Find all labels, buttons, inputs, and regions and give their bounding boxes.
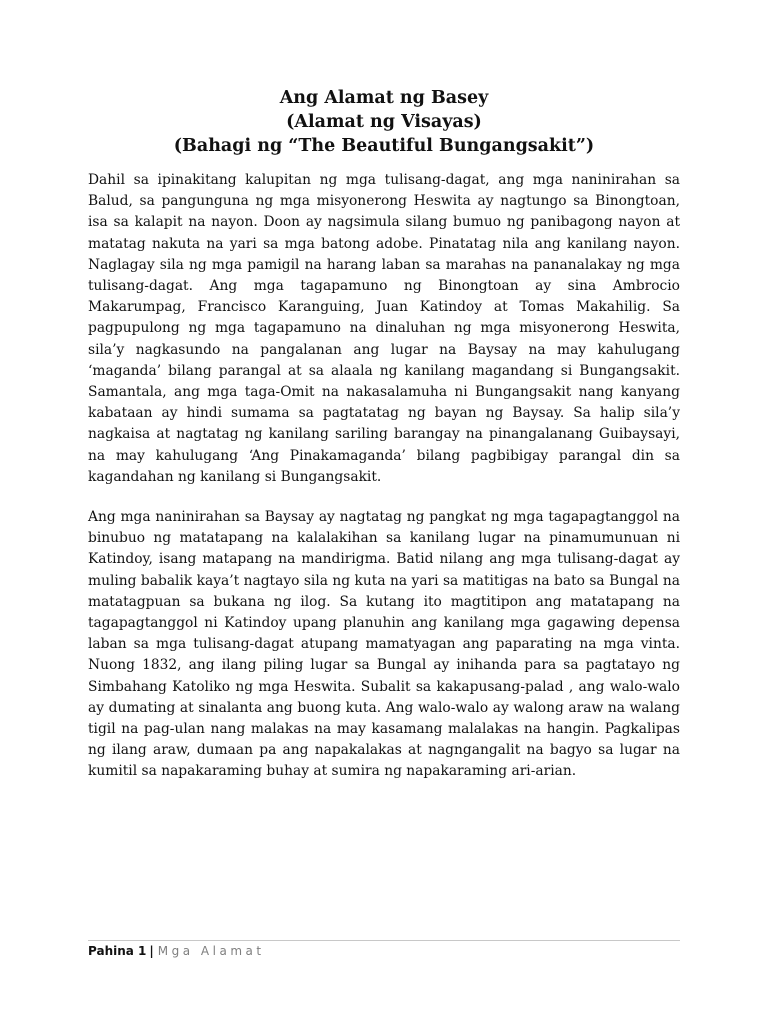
footer-divider — [88, 940, 680, 941]
page-number: Pahina 1 — [88, 944, 147, 958]
paragraph: Ang mga naninirahan sa Baysay ay nagtatag ng pangkat ng mga tagapagtanggol na binubuo ng matatapang na kalalakihan sa kanilang lugar na pinamumunuan ni Katindoy, isang matapang na mandirigma. Batid nilang ang mga tulisang-dagat ay muling babalik kaya’t nagtayo sila ng kuta na yari sa matitigas na bato sa Bungal na matatagpuan sa bukana ng ilog. Sa kutang ito magtitipon ang matatapang na tagapagtanggol ni Katindoy upang planuhin ang kanilang mga gagawing depensa laban sa mga tulisang-dagat atupang mamatyagan ang paparating na mga vinta. Nuong 1832, ang ilang piling lugar sa Bungal ay inihanda para sa pagtatayo ng Simbahang Katoliko ng mga Heswita. Subalit sa kakapusang-palad , ang walo-walo ay dumating at sinalanta ang buong kuta. Ang walo-walo ay walong araw na walang tigil na pag-ulan nang malakas na may kasamang malalakas na hangin. Pagkalipas ng ilang araw, dumaan pa ang napakalakas at nagngangalit na bagyo sa lugar na kumitil sa napakaraming buhay at sumira ng napakaraming ari-arian. — [88, 509, 680, 780]
footer-section-title: Mga Alamat — [157, 944, 265, 958]
paragraph: Dahil sa ipinakitang kalupitan ng mga tulisang-dagat, ang mga naninirahan sa Balud, sa pangunguna ng mga misyonerong Heswita ay nagtungo sa Binongtoan, isa sa kalapit na nayon. Doon ay nagsimula silang bumuo ng panibagong nayon at matatag nakuta na yari sa mga batong adobe. Pinatatag nila ang kanilang nayon. Naglagay sila ng mga pamigil na harang laban sa marahas na pananalakay ng mga tulisang-dagat. Ang mga tagapamuno ng Binongtoan ay sina Ambrocio Makarumpag, Francisco Karanguing, Juan Katindoy at Tomas Makahilig. Sa pagpupulong ng mga tagapamuno na dinaluhan ng mga misyonerong Heswita, sila’y nagkasundo na pangalanan ang lugar na Baysay na may kahulugang ‘maganda’ bilang parangal at sa alaala ng kanilang magandang si Bungangsakit. Samantala, ang mga taga-Omit na nakasalamuha ni Bungangsakit nang kanyang kabataan ay hindi sumama sa pagtatatag ng bayan ng Baysay. Sa halip sila’y nagkaisa at nagtatag ng kanilang sariling barangay na pinangalanang Guibaysayi, na may kahulugang ‘Ang Pinakamaganda’ bilang pagbibigay parangal din sa kagandahan ng kanilang si Bungangsakit. — [88, 172, 680, 485]
page-footer — [88, 943, 265, 959]
document-body — [88, 170, 680, 802]
footer-separator: | — [149, 944, 154, 958]
title-subtitle: (Alamat ng Visayas) — [286, 112, 482, 132]
title-source: (Bahagi ng “The Beautiful Bungangsakit”) — [173, 136, 595, 156]
title-main: Ang Alamat ng Basey — [279, 88, 489, 108]
document-title — [88, 86, 680, 158]
